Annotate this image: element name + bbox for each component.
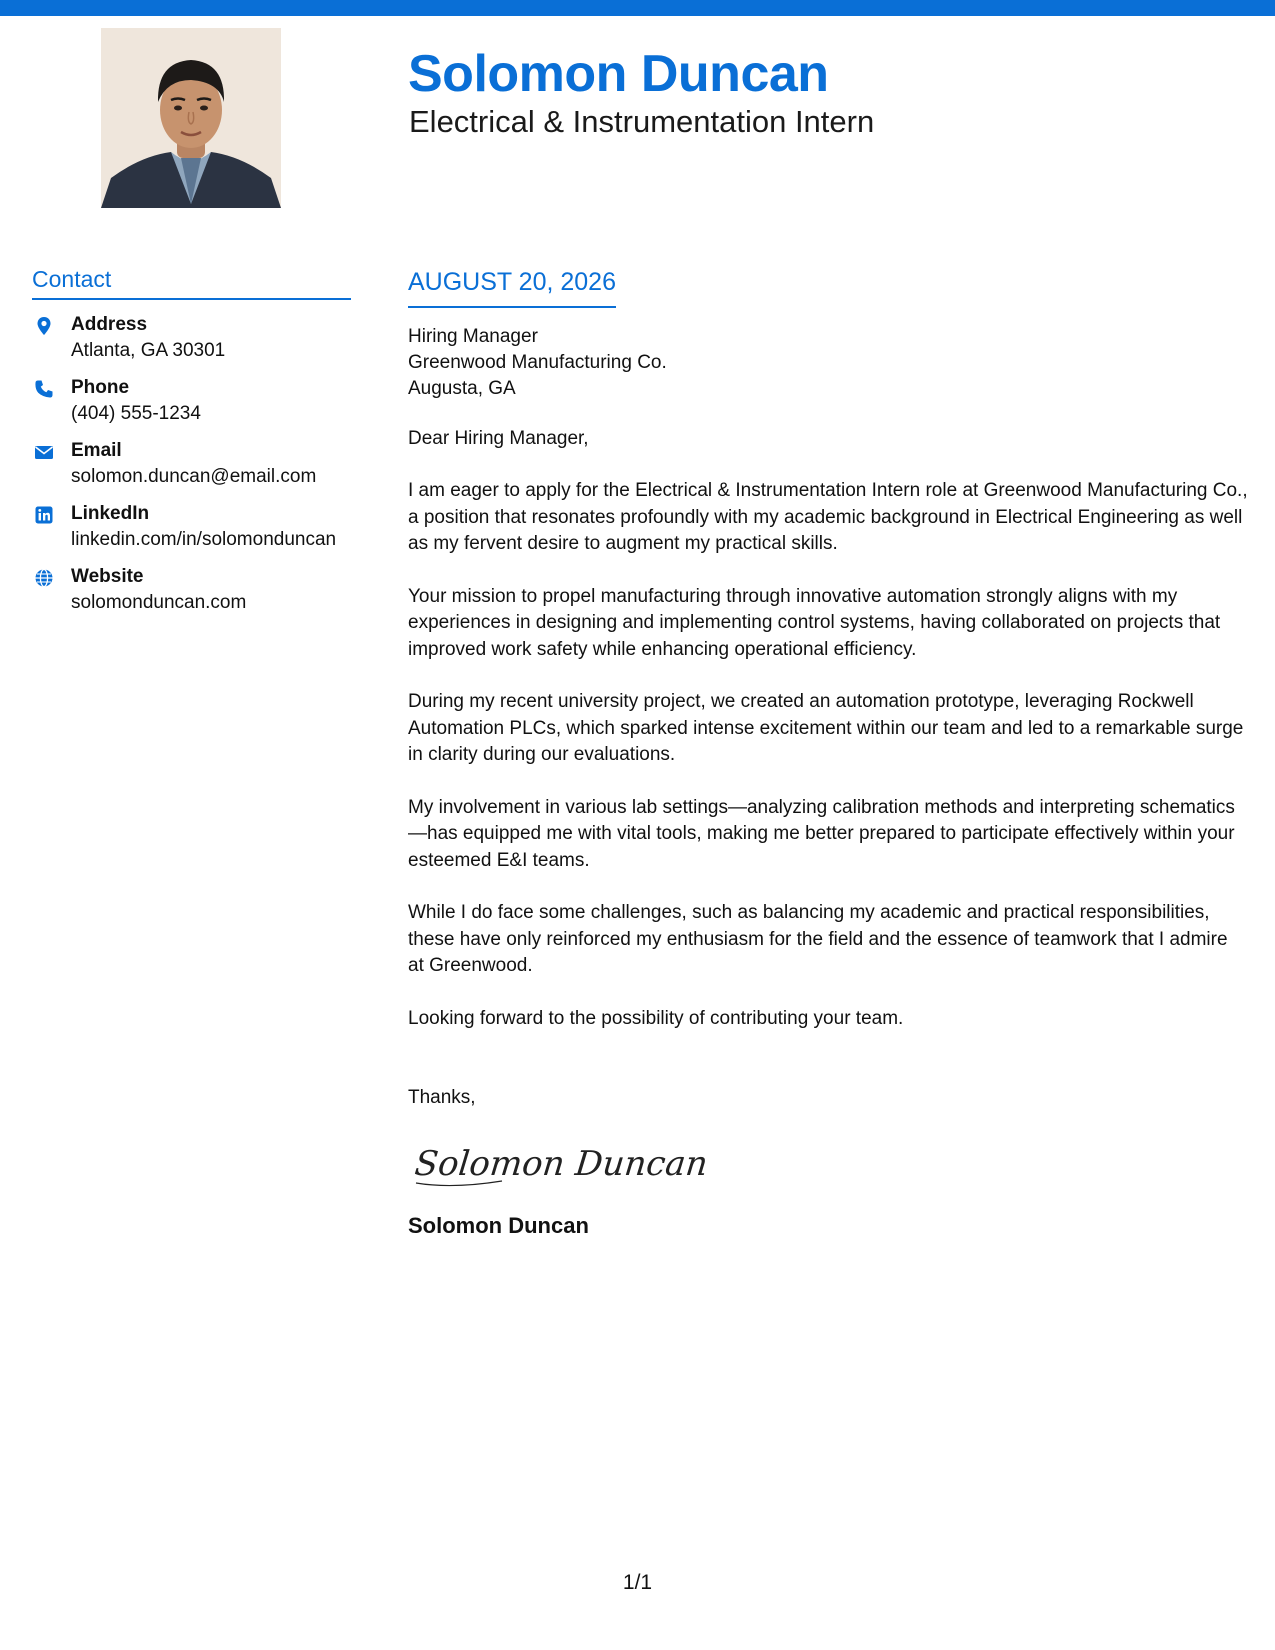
contact-heading: Contact bbox=[32, 262, 351, 300]
letter-paragraph: Looking forward to the possibility of contributing your team. bbox=[408, 1007, 904, 1029]
contact-item-phone bbox=[32, 375, 351, 427]
closing: Thanks, bbox=[408, 1087, 476, 1108]
contact-item-linkedin bbox=[32, 501, 351, 553]
recipient-line: Greenwood Manufacturing Co. bbox=[408, 352, 667, 373]
contact-item-website bbox=[32, 564, 351, 616]
contact-phone-value: (404) 555-1234 bbox=[71, 403, 201, 424]
letter-body bbox=[408, 264, 1248, 1241]
contact-label: Address bbox=[71, 314, 148, 335]
contact-address-value: Atlanta, GA 30301 bbox=[71, 340, 226, 361]
letter-paragraph: I am eager to apply for the Electrical & Instrumentation Intern role at Greenwood Manufacturing Co., a position that resonates profoundly with my academic background in Electrical Engineering as well as my fervent desire to augment my practical skills. bbox=[408, 480, 1248, 554]
envelope-icon bbox=[34, 442, 54, 462]
contact-linkedin-value: linkedin.com/in/solomonduncan bbox=[71, 529, 337, 550]
salutation: Dear Hiring Manager, bbox=[408, 428, 589, 449]
contact-label: Phone bbox=[71, 377, 130, 398]
recipient-block bbox=[408, 324, 1248, 402]
letter-paragraph: During my recent university project, we created an automation prototype, leveraging Rockwell Automation PLCs, which sparked intense excitement within our team and led to a remarkable surge in clarity during our evaluations. bbox=[408, 691, 1244, 765]
signature-text: Solomon Duncan bbox=[412, 1144, 710, 1184]
contact-sidebar bbox=[32, 262, 351, 616]
candidate-name: Solomon Duncan bbox=[408, 45, 829, 103]
linkedin-icon bbox=[34, 505, 54, 525]
contact-email-value: solomon.duncan@email.com bbox=[71, 466, 317, 487]
contact-website-value: solomonduncan.com bbox=[71, 592, 247, 613]
letter-paragraphs bbox=[408, 478, 1248, 1032]
contact-label: LinkedIn bbox=[71, 503, 150, 524]
letter-date: AUGUST 20, 2026 bbox=[408, 264, 616, 308]
recipient-line: Augusta, GA bbox=[408, 378, 516, 399]
globe-icon bbox=[34, 568, 54, 588]
contact-item-email bbox=[32, 438, 351, 490]
letter-paragraph: While I do face some challenges, such as balancing my academic and practical responsibilities, these have only reinforced my enthusiasm for the field and the essence of teamwork that I admire at Greenwood. bbox=[408, 902, 1228, 976]
map-pin-icon bbox=[34, 316, 54, 336]
signed-name: Solomon Duncan bbox=[408, 1213, 589, 1238]
phone-icon bbox=[34, 379, 54, 399]
letter-paragraph: Your mission to propel manufacturing through innovative automation strongly aligns with my experiences in designing and implementing control systems, having collaborated on projects that improved work safety while enhancing operational efficiency. bbox=[408, 585, 1221, 660]
recipient-line: Hiring Manager bbox=[408, 326, 538, 347]
letter-paragraph: My involvement in various lab settings—analyzing calibration methods and interpreting schematics—has equipped me with vital tools, making me better prepared to participate effectively within your esteemed E&I teams. bbox=[408, 796, 1235, 871]
handwritten-signature bbox=[412, 1135, 710, 1195]
job-title: Electrical & Instrumentation Intern bbox=[409, 104, 875, 139]
contact-item-address bbox=[32, 312, 351, 364]
contact-label: Website bbox=[71, 566, 144, 587]
top-accent-bar bbox=[0, 0, 1275, 16]
page-number: 1/1 bbox=[622, 1571, 653, 1594]
contact-label: Email bbox=[71, 440, 122, 461]
profile-photo bbox=[101, 28, 281, 208]
